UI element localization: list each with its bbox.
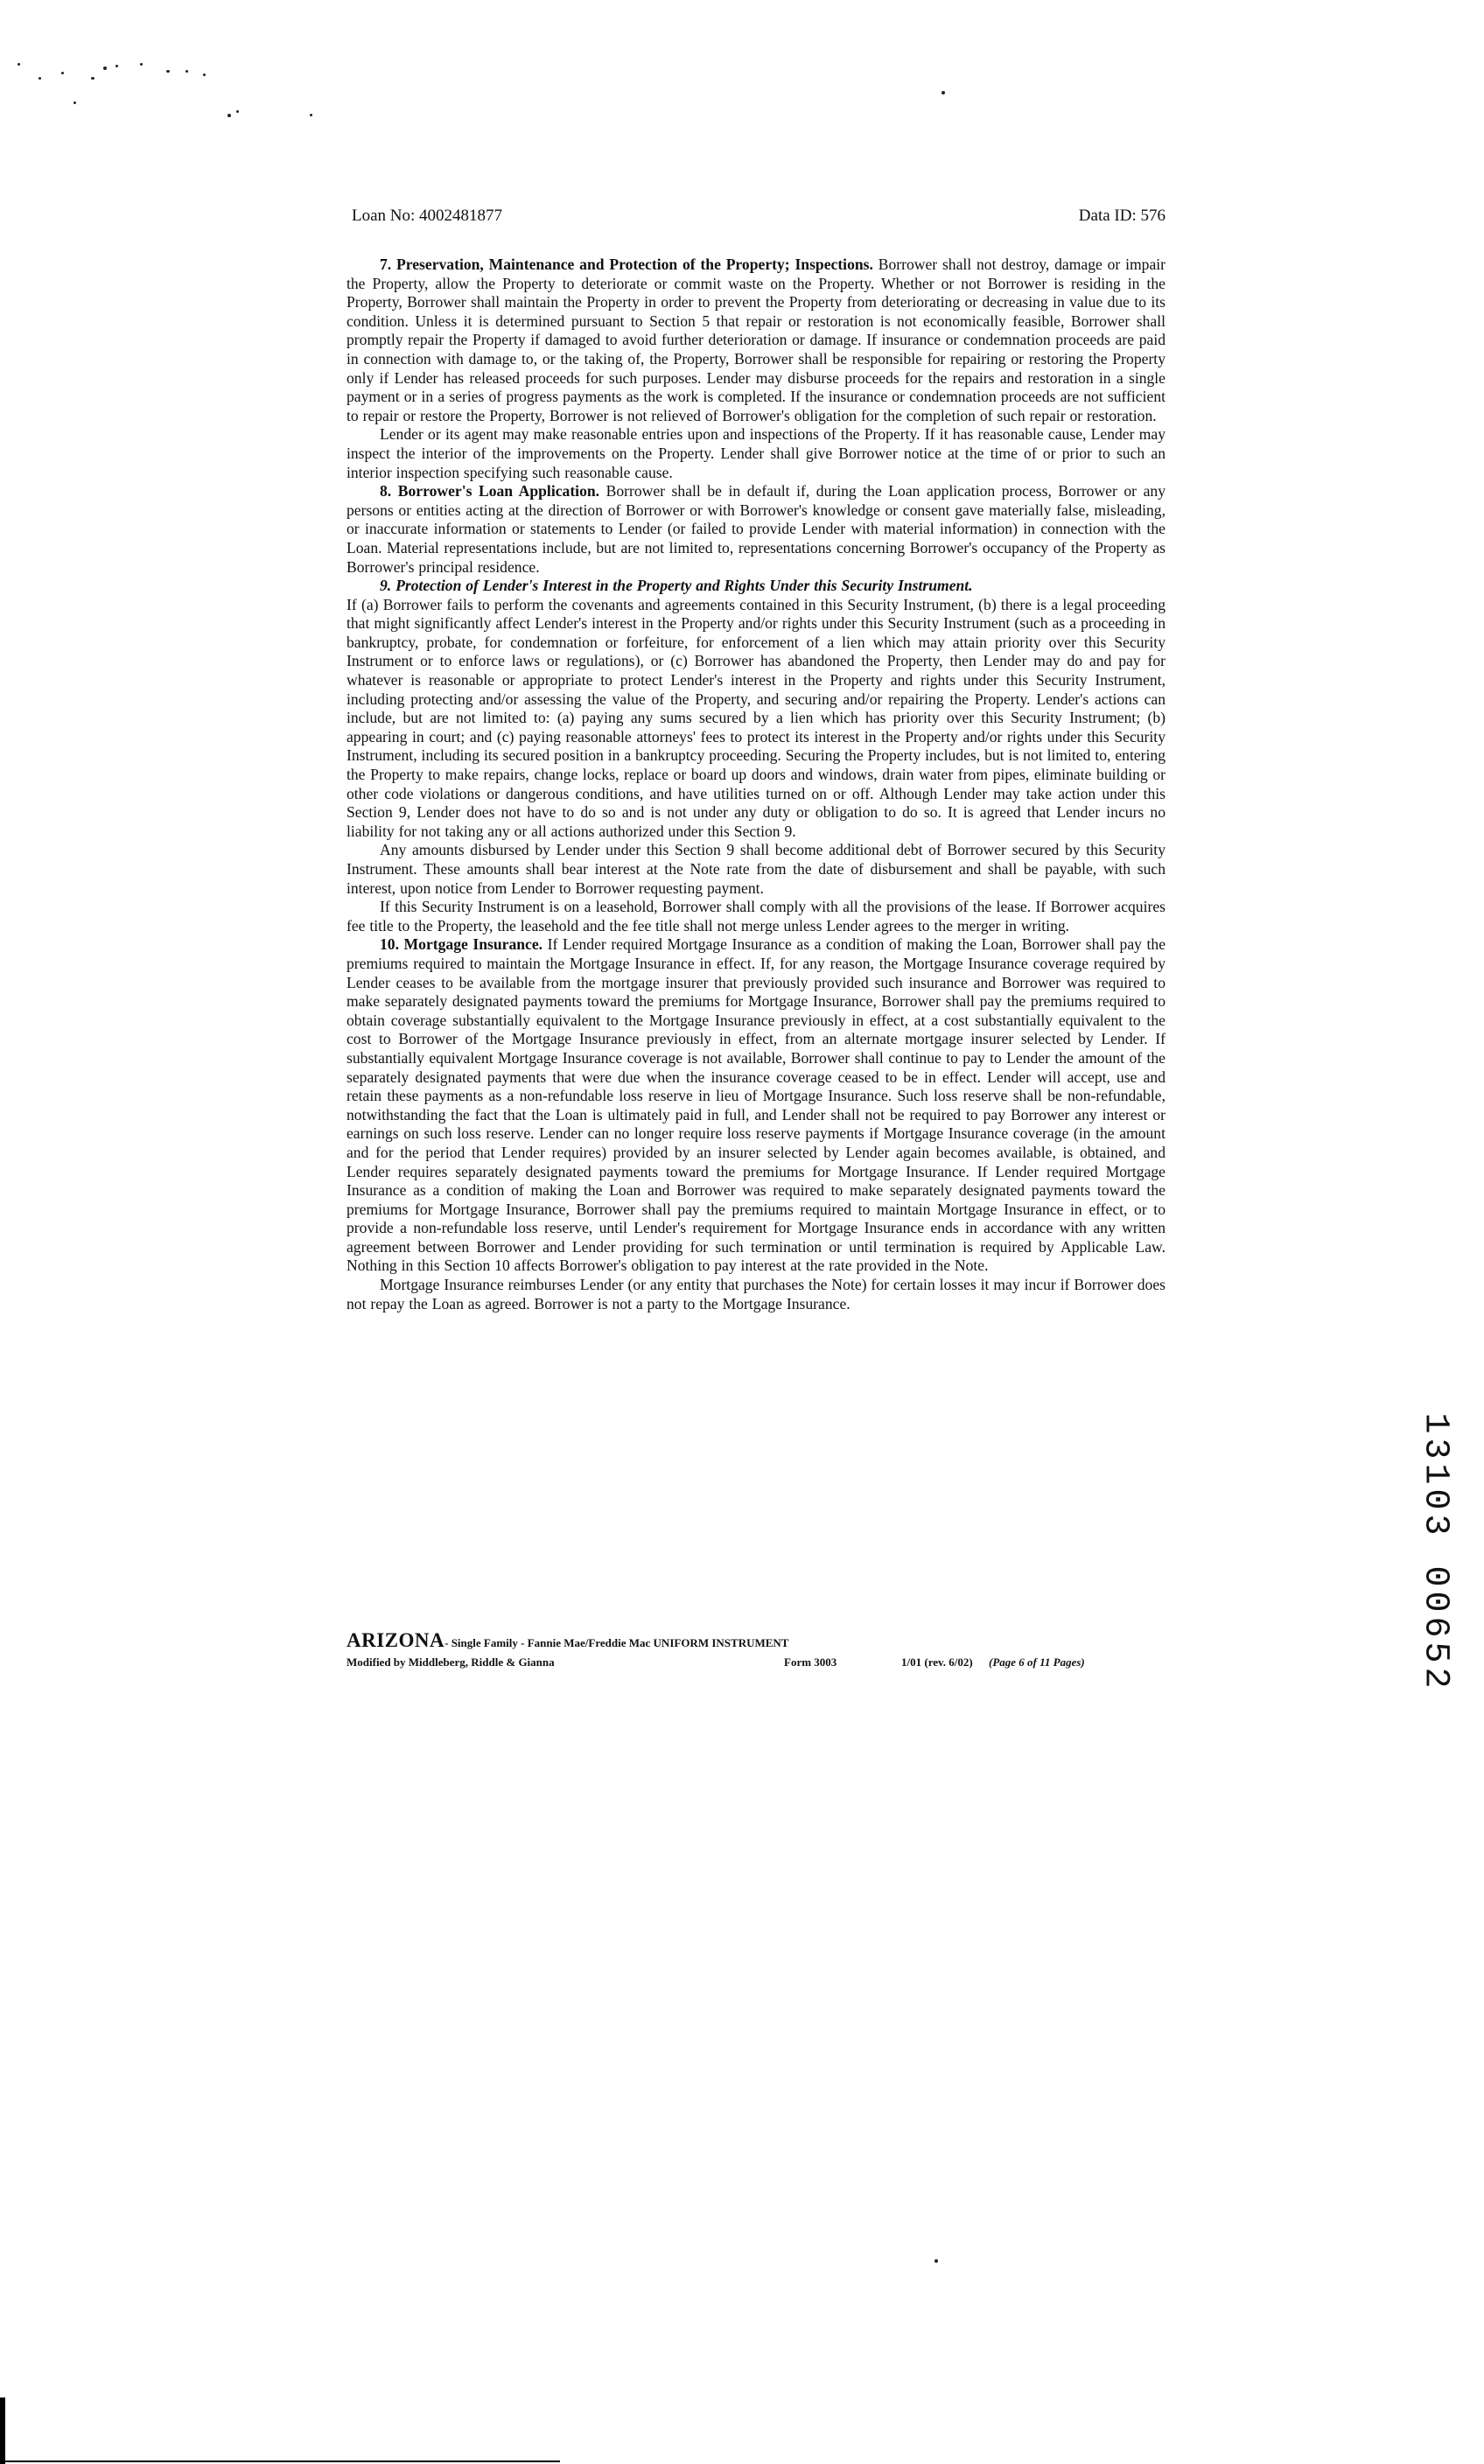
section-8-paragraph: Borrower shall be in default if, during the Loan application process, Borrower or any persons or entities acting at the direction of Borrower or with Borrower's knowledge or consent gave materially false, misleading, or inaccurate information or statements to Lender (or failed to provide Lender with material information) in connection with the Loan. Material representations include, but are not limited to, representations concerning Borrower's occupancy of the Property as Borrower's principal residence. xyxy=(346,482,1166,576)
scan-speck xyxy=(140,63,143,66)
stamp-digit: 0 xyxy=(1415,1565,1455,1587)
scan-speck xyxy=(91,77,94,80)
document-body xyxy=(346,256,1166,1313)
section-9-paragraph: If this Security Instrument is on a leasehold, Borrower shall comply with all the provisions of the lease. If Borrower acquires fee title to the Property, the leasehold and the fee title shall not merge unless Lender agrees to the merger in writing. xyxy=(346,898,1166,934)
loan-number-label: Loan No: xyxy=(352,206,416,225)
footer-form-date: 1/01 (rev. 6/02) xyxy=(901,1656,973,1669)
section-7-paragraph: Borrower shall not destroy, damage or impair the Property, allow the Property to deteriorate or commit waste on the Property. Whether or not Borrower is residing in the Property, Borrower shall maintain the Property in order to prevent the Property from deteriorating or decreasing in value due to its condition. Unless it is determined pursuant to Section 5 that repair or restoration is not economically feasible, Borrower shall promptly repair the Property if damaged to avoid further deterioration or damage. If insurance or condemnation proceeds are paid in connection with damage to, or the taking of, the Property, Borrower shall be responsible for repairing or restoring the Property only if Lender has released proceeds for such purposes. Lender may disburse proceeds for the repairs and restoration in a single payment or in a series of progress payments as the work is completed. If the insurance or condemnation proceeds are not sufficient to repair or restore the Property, Borrower is not relieved of Borrower's obligation for the completion of such repair or restoration. xyxy=(346,256,1166,424)
scan-speck xyxy=(18,63,20,66)
stamp-digit: 3 xyxy=(1415,1438,1455,1460)
section-10-heading: 10. Mortgage Insurance. xyxy=(380,935,543,954)
scan-edge-mark xyxy=(0,2398,5,2464)
data-id-label: Data ID: xyxy=(1078,206,1137,225)
footer-modified: Modified by Middleberg, Riddle & Gianna xyxy=(346,1656,555,1669)
scan-speck xyxy=(38,77,41,80)
section-8 xyxy=(346,482,1166,577)
footer-instrument: - Single Family - Fannie Mae/Freddie Mac UNIFORM INSTRUMENT xyxy=(444,1636,789,1649)
scan-speck xyxy=(186,70,188,73)
section-9-heading-line xyxy=(346,577,1166,596)
loan-number-value: 4002481877 xyxy=(419,206,503,225)
scan-speck xyxy=(310,114,312,116)
footer-title xyxy=(346,1629,1169,1652)
recording-stamp xyxy=(1416,1410,1454,1690)
section-10-paragraph: If Lender required Mortgage Insurance as a condition of making the Loan, Borrower shall pay the premiums required to maintain the Mortgage Insurance in effect. If, for any reason, the Mortgage Insurance coverage required by Lender ceases to be available from the mortgage insurer that previously provided such insurance and Borrower was required to make separately designated payments toward the premiums for Mortgage Insurance, Borrower shall pay the premiums required to obtain coverage substantially equivalent to the Mortgage Insurance previously in effect, at a cost substantially equivalent to the cost to Borrower of the Mortgage Insurance previously in effect, from an alternate mortgage insurer selected by Lender. If substantially equivalent Mortgage Insurance coverage is not available, Borrower shall continue to pay to Lender the amount of the separately designated payments that were due when the insurance coverage ceased to be in effect. Lender will accept, use and retain these payments as a non-refundable loss reserve in lieu of Mortgage Insurance. Such loss reserve shall be non-refundable, notwithstanding the fact that the Loan is ultimately paid in full, and Lender shall not be required to pay Borrower any interest or earnings on such loss reserve. Lender can no longer require loss reserve payments if Mortgage Insurance coverage (in the amount and for the period that Lender requires) provided by an insurer selected by Lender again becomes available, is obtained, and Lender requires separately designated payments toward the premiums for Mortgage Insurance. If Lender required Mortgage Insurance as a condition of making the Loan and Borrower was required to make separately designated payments toward the premiums for Mortgage Insurance, Borrower shall pay the premiums required to maintain Mortgage Insurance in effect, or to provide a non-refundable loss reserve, until Lender's requirement for Mortgage Insurance ends in accordance with any written agreement between Borrower and Lender providing for such termination or until termination is required by Applicable Law. Nothing in this Section 10 affects Borrower's obligation to pay interest at the rate provided in the Note. xyxy=(346,935,1166,1275)
footer-page-number: (Page 6 of 11 Pages) xyxy=(989,1656,1085,1669)
stamp-digit: 3 xyxy=(1415,1514,1455,1536)
data-id-value: 576 xyxy=(1140,206,1166,225)
section-7-heading: 7. Preservation, Maintenance and Protection of the Property; Inspections. xyxy=(380,256,873,273)
scan-speck xyxy=(942,91,945,94)
section-9-heading: 9. Protection of Lender's Interest in the Property and Rights Under this Security Instrument. xyxy=(380,577,973,595)
scan-speck xyxy=(236,110,239,113)
footer-details xyxy=(346,1656,1169,1670)
stamp-digit: 0 xyxy=(1415,1591,1455,1613)
stamp-digit: 1 xyxy=(1415,1412,1455,1434)
scan-edge-line xyxy=(0,2460,560,2462)
stamp-digit: 5 xyxy=(1415,1642,1455,1663)
scan-speck xyxy=(103,66,107,70)
footer-state: ARIZONA xyxy=(346,1629,445,1651)
scan-speck xyxy=(166,70,170,73)
form-footer xyxy=(346,1629,1169,1670)
section-8-heading: 8. Borrower's Loan Application. xyxy=(380,482,600,500)
section-7 xyxy=(346,256,1166,425)
scan-speck xyxy=(228,114,231,117)
stamp-digit: 6 xyxy=(1415,1616,1455,1638)
section-7-paragraph: Lender or its agent may make reasonable entries upon and inspections of the Property. If it has reasonable cause, Lender may inspect the interior of the improvements on the Property. Lender shall give Borrower notice at the time of or prior to such an interior inspection specifying such reasonable cause. xyxy=(346,425,1166,481)
stamp-digit: 1 xyxy=(1415,1463,1455,1485)
section-10-paragraph: Mortgage Insurance reimburses Lender (or any entity that purchases the Note) for certain losses it may incur if Borrower does not repay the Loan as agreed. Borrower is not a party to the Mortgage Insurance. xyxy=(346,1276,1166,1312)
scan-speck xyxy=(116,65,118,67)
footer-form-number: Form 3003 xyxy=(784,1656,837,1669)
scan-speck xyxy=(203,74,206,76)
section-10 xyxy=(346,935,1166,1276)
stamp-digit: 2 xyxy=(1415,1667,1455,1689)
loan-number xyxy=(352,206,502,226)
data-id xyxy=(1079,206,1166,226)
scan-speck xyxy=(74,102,76,104)
section-9-paragraph: If (a) Borrower fails to perform the covenants and agreements contained in this Security Instrument, (b) there is a legal proceeding that might significantly affect Lender's interest in the Property and/or rights under this Security Instrument (such as a proceeding in bankruptcy, probate, for condemnation or forfeiture, for enforcement of a lien which may attain priority over this Security Instrument or to enforce laws or regulations), or (c) Borrower has abandoned the Property, then Lender may do and pay for whatever is reasonable or appropriate to protect Lender's interest in the Property and rights under this Security Instrument, including protecting and/or assessing the value of the Property, and securing and/or repairing the Property. Lender's actions can include, but are not limited to: (a) paying any sums secured by a lien which has priority over this Security Instrument; (b) appearing in court; and (c) paying reasonable attorneys' fees to protect its interest in the Property and/or rights under this Security Instrument, including its secured position in a bankruptcy proceeding. Securing the Property includes, but is not limited to, entering the Property to make repairs, change locks, replace or board up doors and windows, drain water from pipes, eliminate building or other code violations or dangerous conditions, and have utilities turned on or off. Although Lender may take action under this Section 9, Lender does not have to do so and is not under any duty or obligation to do so. It is agreed that Lender incurs no liability for not taking any or all actions authorized under this Section 9. xyxy=(346,595,1166,840)
section-9-paragraph: Any amounts disbursed by Lender under this Section 9 shall become additional debt of Borrower secured by this Security Instrument. These amounts shall bear interest at the Note rate from the date of disbursement and shall be payable, with such interest, upon notice from Lender to Borrower requesting payment. xyxy=(346,841,1166,897)
scan-speck xyxy=(934,2259,938,2263)
scan-speck xyxy=(61,72,64,74)
stamp-digit: 0 xyxy=(1415,1488,1455,1510)
